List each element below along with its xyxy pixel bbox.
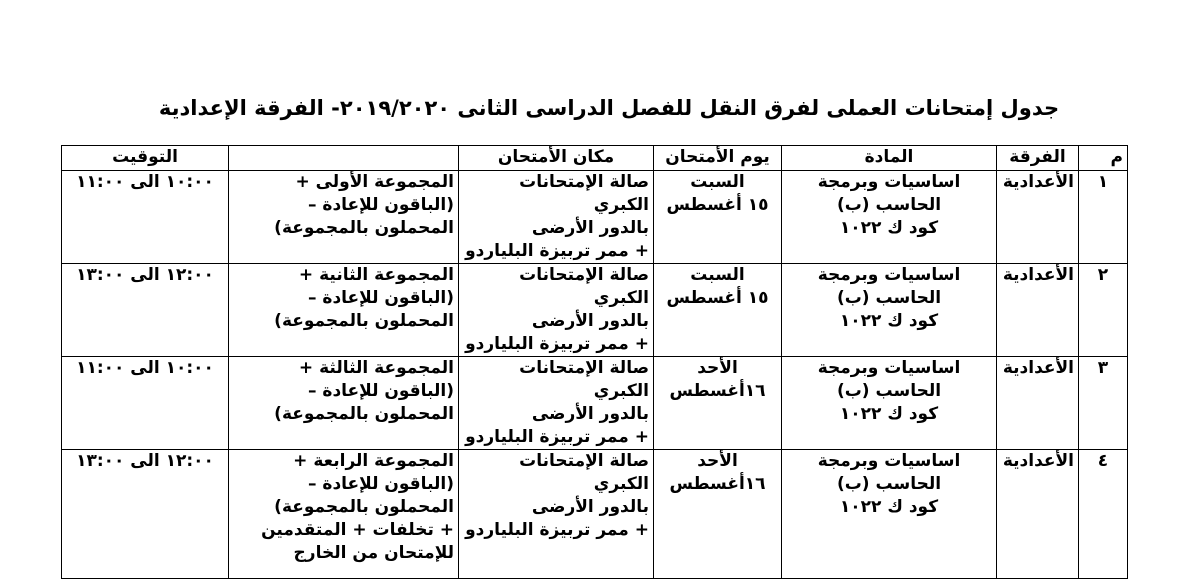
row-team: الأعدادية bbox=[997, 171, 1079, 264]
row-exam-day: السبت ١٥ أغسطس bbox=[654, 171, 782, 264]
exam-schedule-table bbox=[61, 145, 1128, 579]
table-row bbox=[62, 357, 1128, 450]
table-row bbox=[62, 171, 1128, 264]
row-team: الأعدادية bbox=[997, 450, 1079, 579]
row-groups: المجموعة الأولى + (الباقون للإعادة – المحملون بالمجموعة) bbox=[229, 171, 459, 264]
header-number: م bbox=[1079, 146, 1128, 171]
row-number: ٣ bbox=[1079, 357, 1128, 450]
row-time: ١٢:٠٠ الى ١٣:٠٠ bbox=[62, 264, 229, 357]
row-time: ١٢:٠٠ الى ١٣:٠٠ bbox=[62, 450, 229, 579]
page-title: جدول إمتحانات العملى لفرق النقل للفصل الدراسى الثانى ٢٠١٩/٢٠٢٠- الفرقة الإعدادية bbox=[158, 96, 1060, 120]
row-number: ٢ bbox=[1079, 264, 1128, 357]
table-row bbox=[62, 450, 1128, 579]
row-number: ١ bbox=[1079, 171, 1128, 264]
header-time: التوقيت bbox=[62, 146, 229, 171]
row-exam-place: صالة الإمتحانات الكبري بالدور الأرضى + ممر تربيزة البلياردو bbox=[459, 357, 654, 450]
row-number: ٤ bbox=[1079, 450, 1128, 579]
header-subject: المادة bbox=[782, 146, 997, 171]
row-time: ١٠:٠٠ الى ١١:٠٠ bbox=[62, 171, 229, 264]
row-exam-day: الأحد ١٦أغسطس bbox=[654, 450, 782, 579]
row-subject: اساسيات وبرمجة الحاسب (ب) كود ك ١٠٢٢ bbox=[782, 264, 997, 357]
row-subject: اساسيات وبرمجة الحاسب (ب) كود ك ١٠٢٢ bbox=[782, 450, 997, 579]
header-team: الفرقة bbox=[997, 146, 1079, 171]
row-exam-place: صالة الإمتحانات الكبري بالدور الأرضى + ممر تربيزة البلياردو bbox=[459, 171, 654, 264]
row-groups: المجموعة الثانية + (الباقون للإعادة – المحملون بالمجموعة) bbox=[229, 264, 459, 357]
row-exam-day: السبت ١٥ أغسطس bbox=[654, 264, 782, 357]
row-subject: اساسيات وبرمجة الحاسب (ب) كود ك ١٠٢٢ bbox=[782, 357, 997, 450]
header-exam-day: يوم الأمتحان bbox=[654, 146, 782, 171]
row-exam-day: الأحد ١٦أغسطس bbox=[654, 357, 782, 450]
row-exam-place: صالة الإمتحانات الكبري بالدور الأرضى + ممر تربيزة البلياردو bbox=[459, 264, 654, 357]
row-time: ١٠:٠٠ الى ١١:٠٠ bbox=[62, 357, 229, 450]
row-team: الأعدادية bbox=[997, 357, 1079, 450]
row-exam-place: صالة الإمتحانات الكبري بالدور الأرضى + ممر تربيزة البلياردو bbox=[459, 450, 654, 579]
row-team: الأعدادية bbox=[997, 264, 1079, 357]
row-groups: المجموعة الرابعة + (الباقون للإعادة – المحملون بالمجموعة) + تخلفات + المتقدمين للإمتحان من الخارج bbox=[229, 450, 459, 579]
row-subject: اساسيات وبرمجة الحاسب (ب) كود ك ١٠٢٢ bbox=[782, 171, 997, 264]
row-groups: المجموعة الثالثة + (الباقون للإعادة – المحملون بالمجموعة) bbox=[229, 357, 459, 450]
header-exam-place: مكان الأمتحان bbox=[459, 146, 654, 171]
table-header-row bbox=[62, 146, 1128, 171]
header-groups bbox=[229, 146, 459, 171]
table-row bbox=[62, 264, 1128, 357]
